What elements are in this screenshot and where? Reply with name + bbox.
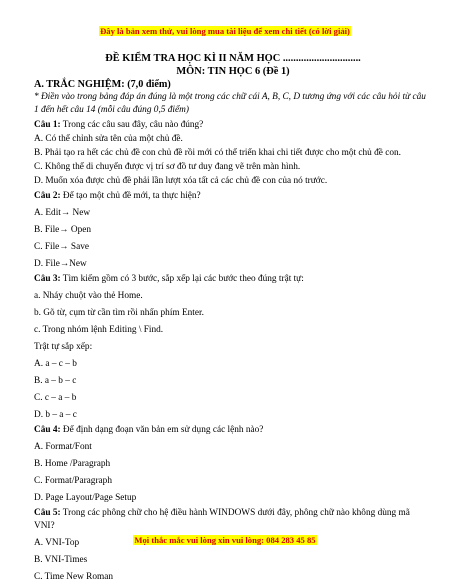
step: c. Trong nhóm lệnh Editing \ Find. [34, 325, 164, 335]
question-5 [34, 507, 432, 533]
exam-title: ĐỀ KIỂM TRA HỌC KÌ II NĂM HỌC .............................. [105, 53, 361, 64]
option: B. VNI-Times [34, 555, 88, 566]
contact-banner [0, 535, 450, 546]
question-4 [34, 424, 432, 437]
question-label: Câu 3: [34, 273, 61, 284]
option: C. Time New Roman [34, 572, 114, 583]
contact-text: Mọi thắc mắc vui lòng xin vui lòng: 084 283 45 85 [134, 535, 316, 545]
option: D. Page Layout/Page Setup [34, 493, 137, 504]
section-heading: A. TRẮC NGHIỆM: (7,0 điểm) [34, 79, 171, 90]
option: B. File→ Open [34, 224, 92, 235]
option: B. a – b – c [34, 376, 77, 387]
option: D. b – a – c [34, 410, 77, 421]
option: A. Có thể chỉnh sửa tên của một chủ đề. [34, 133, 183, 144]
document-content [34, 53, 432, 585]
option: B. Phải tạo ra hết các chủ đề con chủ đề rồi mới có thể triển khai chi tiết được cho một chủ đề con. [34, 147, 401, 158]
option: A. a – c – b [34, 359, 77, 370]
question-label: Câu 4: [34, 425, 61, 436]
option: A. Edit→ New [34, 207, 91, 218]
option: A. Format/Font [34, 442, 92, 453]
preview-notice-banner [0, 26, 450, 37]
question-3 [34, 273, 432, 286]
question-label: Câu 5: [34, 508, 61, 519]
preview-notice-text: Đây là bản xem thử, vui lòng mua tài liệu để xem chi tiết (có lời giải) [100, 26, 350, 36]
question-text: Để tạo một chủ đề mới, ta thực hiện? [60, 190, 201, 201]
question-text: Trong các phông chữ cho hệ điều hành WINDOWS dưới đây, phông chữ nào không dùng mã VNI? [34, 508, 410, 532]
option: C. Format/Paragraph [34, 476, 112, 487]
step: Trật tự sắp xếp: [34, 342, 93, 353]
option: A. VNI-Top [34, 538, 80, 549]
option: B. Home /Paragraph [34, 459, 111, 470]
option: C. File→ Save [34, 242, 90, 253]
question-2 [34, 190, 432, 203]
option: D. File→New [34, 259, 87, 270]
option: C. c – a – b [34, 393, 77, 404]
question-text: Để định dạng đoạn văn bản em sử dụng các lệnh nào? [60, 425, 264, 436]
question-text: Trong các câu sau đây, câu nào đúng? [60, 119, 204, 130]
step: b. Gõ từ, cụm từ cần tìm rồi nhấn phím Enter. [34, 307, 204, 318]
option: C. Không thể di chuyển được vị trí sơ đồ tư duy đang vẽ trên màn hình. [34, 162, 301, 173]
question-label: Câu 1: [34, 119, 61, 130]
subject-title: MÔN: TIN HỌC 6 (Đề 1) [176, 65, 290, 77]
question-label: Câu 2: [34, 190, 61, 201]
question-text: Tìm kiếm gồm có 3 bước, sắp xếp lại các bước theo đúng trật tự: [60, 273, 304, 284]
instruction-text: * Điền vào trong bảng đáp án đúng là một trong các chữ cái A, B, C, D tương ứng với các câu hỏi từ câu 1 đến hết câu 14 (mỗi câu đúng 0,5 điểm) [34, 92, 426, 116]
question-1 [34, 119, 432, 132]
step: a. Nháy chuột vào thẻ Home. [34, 290, 143, 301]
option: D. Muốn xóa được chủ đề phải lần lượt xóa tất cả các chủ đề con của nó trước. [34, 176, 328, 187]
